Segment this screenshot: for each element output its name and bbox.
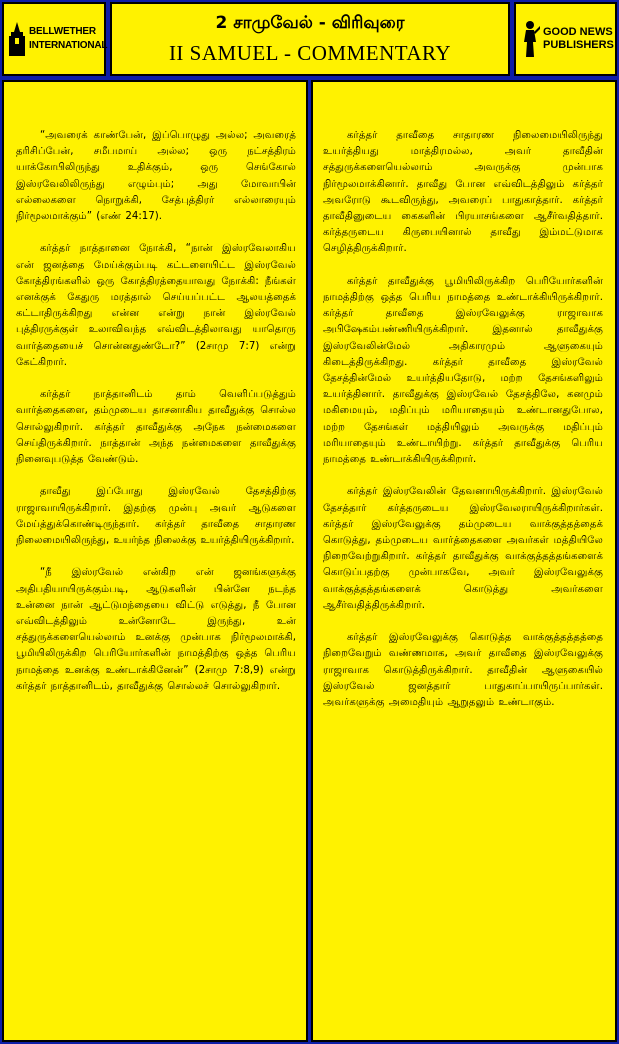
paragraph: தாவீது இப்போது இஸ்ரவேல் தேசத்திற்கு ராஜாவாயிருக்கிறார். இதற்கு முன்பு அவர் ஆடுகளை மேய்த்துக்கொண்டிருந்தார். கர்த்தர் தாவீதை சாதாரண நிலைமையிலிருந்து, உயர்ந்த நிலைக்கு உயர்த்தியிருக்கிறார். <box>16 486 296 547</box>
page-title-tamil: 2 சாமுவேல் - விரிவுரை <box>215 13 405 33</box>
bellwether-logo-line2: INTERNATIONAL <box>29 40 108 51</box>
paragraph: “நீ இஸ்ரவேல் என்கிற என் ஜனங்களுக்கு அதிபதியாயிருக்கும்படி, ஆடுகளின் பின்னே நடந்த உன்னை நான் ஆட்டுமந்தையை விட்டு எடுத்து, நீ போன எவ்விடத்திலும் உன்னோடே இருந்து, உன் சத்துருக்களையெல்லாம் உனக்கு முன்பாக நிர்மூலமாக்கி, பூமியிலிருக்கிற பெரியோர்களின் நாமத்திற்கு ஒத்த பெரிய நாமத்தை உனக்கு உண்டாக்கினேன்” (2சாமு 7:8,9) என்று கர்த்தர் நாத்தானிடம், தாவீதுக்கு சொல்லச் சொல்லுகிறார். <box>16 567 296 692</box>
paragraph: கர்த்தர் தாவீதுக்கு பூமியிலிருக்கிற பெரியோர்களின் நாமத்திற்கு ஒத்த பெரிய நாமத்தை உண்டாக்கியிருக்கிறார். கர்த்தர் தாவீதை இஸ்ரவேலுக்கு ராஜாவாக அபிஷேகம்பண்ணியிருக்கிறார். இதனால் தாவீதுக்கு இஸ்ரவேலின்மேல் அதிகாரமும் ஆளுகையும் கிடைத்திருக்கிறது. கர்த்தர் தாவீதை இஸ்ரவேல் தேசத்தின்மேல் உயர்த்தியதோடு, மற்ற தேசங்களிலும் உயர்த்தினார். தாவீதுக்கு இஸ்ரவேல் தேசத்திலே, கனமும் மகிமையும், மதிப்பும் மரியாதையும் உண்டானதுபோல, மற்ற தேசங்கள் மத்தியிலும் அவருக்கு மதிப்பும் மரியாதையும் உண்டாயிற்று. கர்த்தர் தாவீதுக்கு பெரிய நாமத்தை உண்டாக்கியிருக்கிறார். <box>323 275 603 466</box>
good-news-logo <box>514 2 617 76</box>
paragraph: கர்த்தர் நாத்தானிடம் தாம் வெளிப்படுத்தும் வார்த்தைகளை, தம்முடைய தாசனாகிய தாவீதுக்கு சொல்ல சொல்லுகிறார். கர்த்தர் தாவீதுக்கு அநேக நன்மைகளை செய்திருக்கிறார். நாத்தான் அந்த நன்மைகளை தாவீதுக்கு நினைவுபடுத்த வேண்டும். <box>16 389 296 466</box>
paragraph: கர்த்தர் தாவீதை சாதாரண நிலைமையிலிருந்து உயர்த்தியது மாத்திரமல்ல, அவர் தாவீதின் சத்துருக்களையெல்லாம் அவருக்கு முன்பாக நிர்மூலமாக்கினார். தாவீது போன எவ்விடத்திலும் கர்த்தர் அவரோடு கூடவிருந்து, அவரைப் பாதுகாத்தார். கர்த்தர் தாவீதினுடைய கைகளின் பிரயாசங்களை ஆசீர்வதித்தார். கர்த்தருடைய கிருபையினால் தாவீது இம்மட்டுமாக செழித்திருக்கிறார். <box>323 130 603 255</box>
paragraph: கர்த்தர் இஸ்ரவேலின் தேவனாயிருக்கிறார். இஸ்ரவேல் தேசத்தார் கர்த்தருடைய இஸ்ரவேலராயிருக்கிறார்கள். கர்த்தர் இஸ்ரவேலுக்கு தம்முடைய வாக்குத்தத்தைக் கொடுத்து, தம்முடைய வார்த்தைகளை அவர்கள் மத்தியிலே நிறைவேற்றுகிறார். கர்த்தர் தாவீதுக்கு வாக்குத்தத்தங்களைக் கொடுப்பதற்கு முன்பாகவே, அவர் இஸ்ரவேலுக்கு வாக்குத்தத்தங்களைக் கொடுத்து அவர்களை ஆசீர்வதித்திருக்கிறார். <box>323 486 603 611</box>
commentary-right-column <box>311 80 617 1042</box>
bellwether-tower-icon <box>8 22 26 56</box>
bellwether-logo-line1: BELLWETHER <box>29 26 96 37</box>
page-header <box>110 2 510 76</box>
good-news-logo-line2: PUBLISHERS <box>543 39 614 51</box>
good-news-trumpeter-icon <box>520 20 540 58</box>
bellwether-logo <box>2 2 106 76</box>
page-title-english: II SAMUEL - COMMENTARY <box>168 41 452 65</box>
good-news-logo-line1: GOOD NEWS <box>543 26 613 38</box>
paragraph: “அவரைக் காண்பேன், இப்பொழுது அல்ல; அவரைத் தரிசிப்பேன், சமீபமாய் அல்ல; ஒரு நட்சத்திரம் யாக்கோபிலிருந்து உதிக்கும், ஒரு செங்கோல் இஸ்ரவேலிலிருந்து எழும்பும்; அது மோவாபின் எல்லைகளை நொறுக்கி, சேத்புத்திரர் எல்லாரையும் நிர்மூலமாக்கும்” (எண் 24:17). <box>16 130 296 223</box>
paragraph: கர்த்தர் இஸ்ரவேலுக்கு கொடுத்த வாக்குத்தத்தத்தை நிறைவேறும் வண்ணமாக, அவர் தாவீதை இஸ்ரவேலுக்கு ராஜாவாக கொடுத்திருக்கிறார். தாவீதின் ஆளுகையில் இஸ்ரவேல் ஜனத்தார் பாதுகாப்பாயிருப்பார்கள். அவர்களுக்கு அமைதியும் ஆறுதலும் உண்டாகும். <box>323 632 603 709</box>
paragraph: கர்த்தர் நாத்தானை நோக்கி, “நான் இஸ்ரவேலாகிய என் ஜனத்தை மேய்க்கும்படி கட்டளையிட்ட இஸ்ரவேல் கோத்திரங்களில் ஒரு கோத்திரத்தையாவது நோக்கி: நீங்கள் எனக்குக் கேதுரு மரத்தால் செய்யப்பட்ட ஆலயத்தைக் கட்டாதிருக்கிறது என்ன என்று நான் இஸ்ரவேல் புத்திரருக்குள் உலாவிவந்த எவ்விடத்திலாவது யாதொரு வார்த்தையைச் சொன்னதுண்டோ?” (2சாமு 7:7) என்று கேட்கிறார். <box>16 243 296 368</box>
commentary-left-column <box>2 80 308 1042</box>
